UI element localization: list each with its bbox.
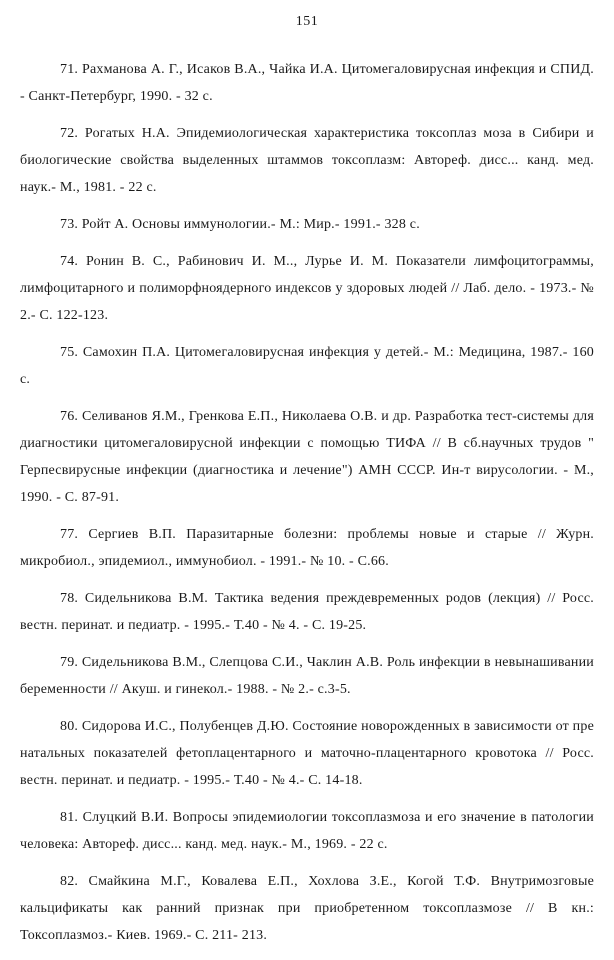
reference-item: 74. Ронин В. С., Рабинович И. М.., Лурье И. М. Показатели лимфоцитограммы, лимфоцитарного и полиморфноядерного индексов у здоровых людей // Лаб. дело. - 1973.- № 2.- С. 122-123.	[20, 254, 594, 323]
reference-item: 82. Смайкина М.Г., Ковалева Е.П., Хохлова З.Е., Когой Т.Ф. Внутримозговые кальцификаты как ранний признак при приобретенном токсоплазмозе // В кн.: Токсоплазмоз.- Киев. 1969.- С. 211- 213.	[20, 874, 594, 943]
reference-item: 78. Сидельникова В.М. Тактика ведения преждевременных родов (лекция) // Росс. вестн. перинат. и педиатр. - 1995.- Т.40 - № 4. - С. 19-25.	[20, 591, 594, 633]
reference-item: 72. Рогатых Н.А. Эпидемиологическая характеристика токсоплаз моза в Сибири и биологические свойства выделенных штаммов токсоплазм: Автореф. дисс... канд. мед. наук.- М., 1981. - 22 с.	[20, 126, 594, 195]
reference-item: 73. Ройт А. Основы иммунологии.- М.: Мир.- 1991.- 328 с.	[60, 217, 420, 232]
reference-item: 80. Сидорова И.С., Полубенцев Д.Ю. Состояние новорожденных в зависимости от пре натальных показателей фетоплацентарного и маточно-плацентарного кровотока // Росс. вестн. перинат. и педиатр. - 1995.- Т.40 - № 4.- С. 14-18.	[20, 719, 594, 788]
reference-item: 71. Рахманова А. Г., Исаков В.А., Чайка И.А. Цитомегаловирусная инфекция и СПИД. - Санкт-Петербург, 1990. - 32 с.	[20, 62, 594, 104]
reference-item: 81. Слуцкий В.И. Вопросы эпидемиологии токсоплазмоза и его значение в патологии человека: Автореф. дисс... канд. мед. наук.- М., 1969. - 22 с.	[20, 810, 594, 852]
reference-item: 79. Сидельникова В.М., Слепцова С.И., Чаклин А.В. Роль инфекции в невынашивании беременности // Акуш. и гинекол.- 1988. - № 2.- с.3-5.	[20, 655, 594, 697]
reference-item: 75. Самохин П.А. Цитомегаловирусная инфекция у детей.- М.: Медицина, 1987.- 160 с.	[20, 345, 594, 387]
reference-item: 77. Сергиев В.П. Паразитарные болезни: проблемы новые и старые // Журн. микробиол., эпидемиол., иммунобиол. - 1991.- № 10. - С.66.	[20, 527, 594, 569]
reference-item: 76. Селиванов Я.М., Гренкова Е.П., Николаева О.В. и др. Разработка тест-системы для диагностики цитомегаловирусной инфекции с помощью ТИФА // В сб.научных трудов " Герпесвирусные инфекции (диагностика и лечение") АМН СССР. Ин-т вирусологии. - М., 1990. - С. 87-91.	[20, 409, 594, 505]
reference-list	[20, 56, 594, 959]
page-number: 151	[295, 14, 319, 29]
